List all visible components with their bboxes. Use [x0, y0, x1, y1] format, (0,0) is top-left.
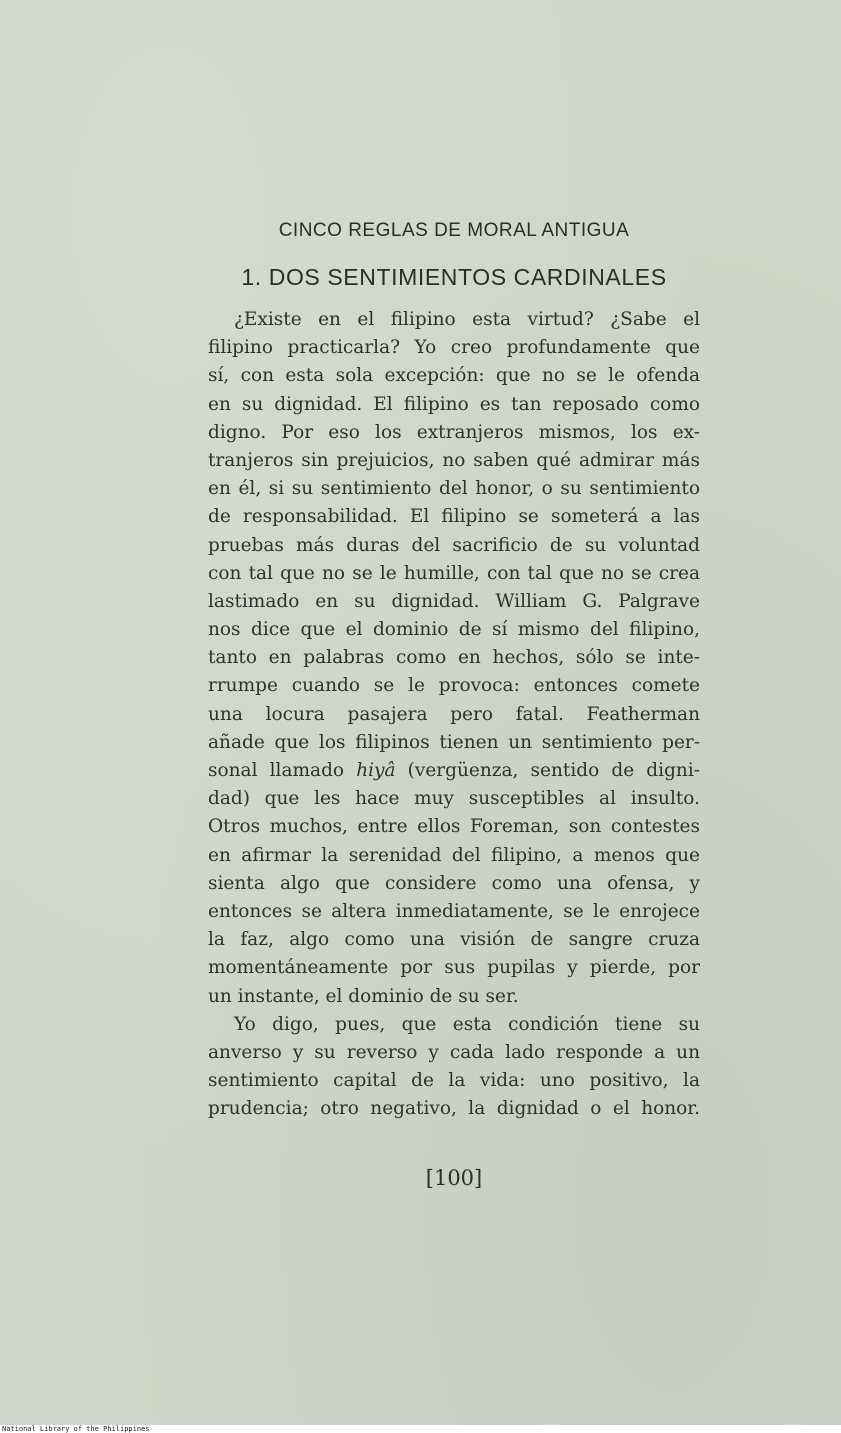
text-line: pruebas más duras del sacrificio de su voluntad	[208, 534, 700, 556]
page-number: [100]	[425, 1166, 483, 1190]
text-line: en su dignidad. El filipino es tan reposado como	[208, 393, 700, 415]
section-title: 1. DOS SENTIMIENTOS CARDINALES	[241, 264, 667, 290]
text-line: nos dice que el dominio de sí mismo del filipino,	[208, 619, 700, 641]
text-line: dad) que les hace muy susceptibles al insulto.	[208, 788, 700, 810]
footer-credit: National Library of the Philippines	[2, 1425, 150, 1433]
text-line: tanto en palabras como en hechos, sólo se inte-	[208, 647, 700, 669]
text-line: ¿Existe en el filipino esta virtud? ¿Sabe el	[234, 309, 700, 330]
text-line: lastimado en su dignidad. William G. Palgrave	[208, 590, 700, 612]
text-line: digno. Por eso los extranjeros mismos, los ex-	[208, 421, 700, 443]
text-line: rrumpe cuando se le provoca: entonces comete	[208, 675, 700, 697]
text-line: sí, con esta sola excepción: que no se le ofenda	[208, 365, 700, 387]
text-line: sentimiento capital de la vida: uno positivo, la	[208, 1070, 700, 1092]
text-line: añade que los filipinos tienen un sentimiento per-	[208, 731, 700, 753]
text-line: filipino practicarla? Yo creo profundamente que	[208, 337, 700, 359]
text-line: un instante, el dominio de su ser.	[208, 985, 519, 1007]
text-line: Yo digo, pues, que esta condición tiene su	[234, 1013, 700, 1035]
text-line: tranjeros sin prejuicios, no saben qué admirar más	[208, 449, 700, 471]
text-line: la faz, algo como una visión de sangre cruza	[208, 929, 700, 951]
paragraph-2	[208, 1011, 700, 1124]
italic-word-hiya: hiyâ	[356, 760, 396, 781]
text-line: con tal que no se le humille, con tal que no se crea	[208, 562, 700, 584]
body-text	[208, 306, 700, 1123]
text-line: anverso y su reverso y cada lado responde a un	[208, 1041, 700, 1063]
text-line: momentáneamente por sus pupilas y pierde, por	[208, 957, 700, 979]
text-line: de responsabilidad. El filipino se someterá a las	[208, 506, 700, 528]
paragraph-1	[208, 306, 700, 1011]
text-segment: (vergüenza, sentido de digni-	[395, 760, 700, 781]
text-line: Otros muchos, entre ellos Foreman, son contestes	[208, 816, 700, 838]
text-line: prudencia; otro negativo, la dignidad o el honor.	[208, 1098, 700, 1120]
text-line: sienta algo que considere como una ofensa, y	[208, 872, 700, 894]
text-line: en él, si su sentimiento del honor, o su sentimiento	[208, 478, 700, 500]
text-line-hiya	[208, 757, 700, 785]
text-line: entonces se altera inmediatamente, se le enrojece	[208, 900, 700, 922]
text-line: en afirmar la serenidad del filipino, a menos que	[208, 844, 700, 866]
running-head: CINCO REGLAS DE MORAL ANTIGUA	[278, 220, 630, 241]
text-line: una locura pasajera pero fatal. Featherman	[208, 703, 700, 725]
text-segment: sonal llamado	[208, 760, 357, 781]
